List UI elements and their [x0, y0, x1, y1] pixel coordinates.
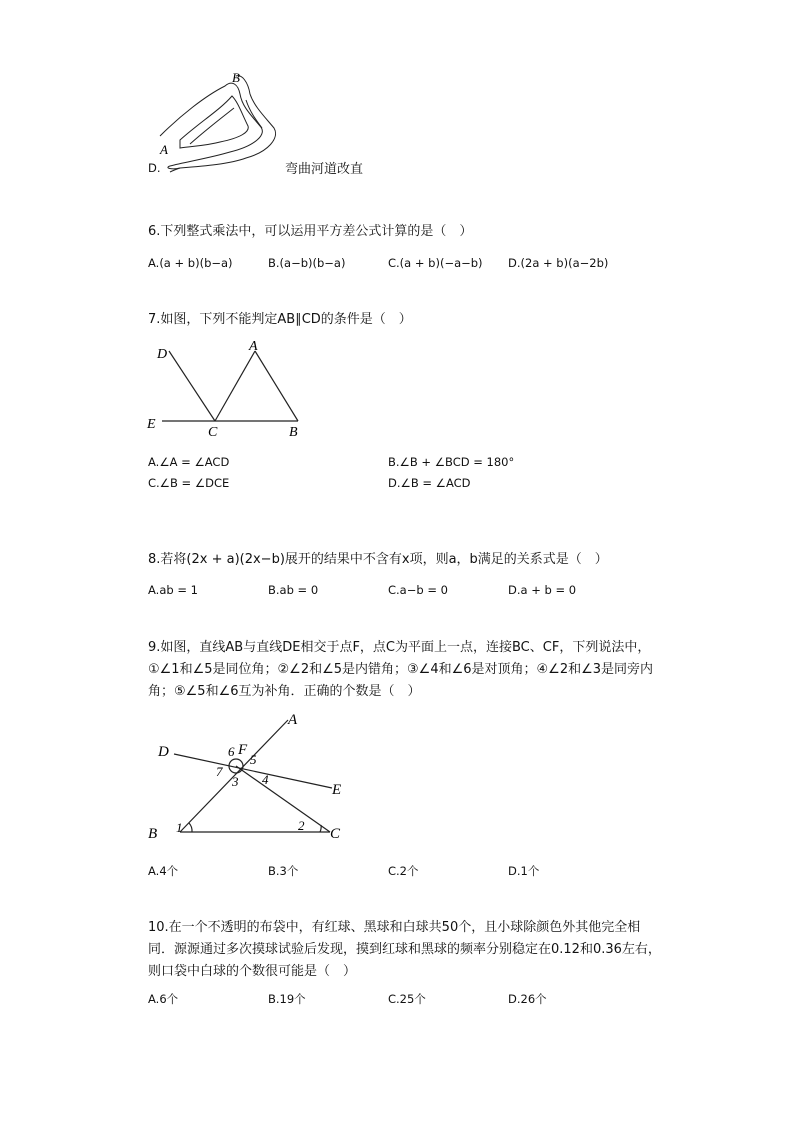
river-figure: [150, 66, 290, 178]
q9-angle-7: 7: [216, 764, 223, 779]
q9-question-line-1: 9.如图，直线AB与直线DE相交于点F，点C为平面上一点，连接BC、CF，下列说法中，: [148, 640, 651, 655]
q6-question: 6.下列整式乘法中，可以运用平方差公式计算的是（ ）: [148, 224, 473, 239]
q7-option-a[interactable]: A.∠A = ∠ACD: [148, 455, 230, 469]
q6-option-b[interactable]: B.(a−b)(b−a): [268, 256, 346, 270]
q8-option-d[interactable]: D.a + b = 0: [508, 583, 577, 597]
q10-question-line-3: 则口袋中白球的个数很可能是（ ）: [148, 964, 357, 979]
q7-label-e: E: [147, 417, 156, 432]
q9-question-line-2: ①∠1和∠5是同位角；②∠2和∠5是内错角；③∠4和∠6是对顶角；④∠2和∠3是同旁内: [148, 662, 654, 677]
q7-label-a: A: [249, 339, 258, 354]
q9-angle-2: 2: [298, 818, 305, 833]
q5-river-caption: 弯曲河道改直: [285, 162, 364, 177]
q9-label-f: F: [238, 742, 248, 758]
q9-question-line-3: 角；⑤∠5和∠6互为补角．正确的个数是（ ）: [148, 684, 421, 699]
q9-option-b[interactable]: B.3个: [268, 864, 299, 878]
q6-option-c[interactable]: C.(a + b)(−a−b): [388, 256, 483, 270]
q6-option-d[interactable]: D.(2a + b)(a−2b): [508, 256, 609, 270]
q5-option-d-prefix[interactable]: D.: [148, 161, 161, 175]
q10-option-a[interactable]: A.6个: [148, 992, 179, 1006]
q9-figure: [140, 708, 360, 848]
river-label-b: B: [232, 70, 240, 85]
q9-label-d: D: [158, 744, 169, 760]
q9-label-a: A: [288, 712, 298, 728]
q9-label-b: B: [148, 826, 158, 842]
q10-option-b[interactable]: B.19个: [268, 992, 306, 1006]
q9-angle-3: 3: [232, 774, 239, 789]
q9-angle-1: 1: [176, 820, 183, 835]
q7-option-c[interactable]: C.∠B = ∠DCE: [148, 476, 230, 490]
q8-option-a[interactable]: A.ab = 1: [148, 583, 198, 597]
q7-option-b[interactable]: B.∠B + ∠BCD = 180°: [388, 455, 515, 469]
q9-label-e: E: [332, 782, 342, 798]
q9-angle-5: 5: [250, 752, 257, 767]
q7-option-d[interactable]: D.∠B = ∠ACD: [388, 476, 471, 490]
q9-option-c[interactable]: C.2个: [388, 864, 419, 878]
q9-label-c: C: [330, 826, 341, 842]
q7-label-b: B: [289, 425, 298, 440]
q7-figure: [145, 336, 310, 441]
q7-label-d: D: [157, 347, 168, 362]
q10-option-c[interactable]: C.25个: [388, 992, 426, 1006]
q7-label-c: C: [208, 425, 218, 440]
river-label-a: A: [160, 142, 168, 157]
q10-question-line-2: 同．源源通过多次摸球试验后发现，摸到红球和黑球的频率分别稳定在0.12和0.36左右，: [148, 942, 661, 957]
q6-option-a[interactable]: A.(a + b)(b−a): [148, 256, 233, 270]
q7-question: 7.如图，下列不能判定AB∥CD的条件是（ ）: [148, 312, 412, 327]
q8-option-c[interactable]: C.a−b = 0: [388, 583, 448, 597]
q8-question: 8.若将(2x + a)(2x−b)展开的结果中不含有x项，则a，b满足的关系式是（ ）: [148, 552, 608, 567]
q9-option-d[interactable]: D.1个: [508, 864, 540, 878]
q8-option-b[interactable]: B.ab = 0: [268, 583, 319, 597]
q9-angle-6: 6: [228, 744, 235, 759]
q10-question-line-1: 10.在一个不透明的布袋中，有红球、黑球和白球共50个，且小球除颜色外其他完全相: [148, 920, 641, 935]
q10-option-d[interactable]: D.26个: [508, 992, 547, 1006]
q9-option-a[interactable]: A.4个: [148, 864, 179, 878]
q9-angle-4: 4: [262, 772, 269, 787]
